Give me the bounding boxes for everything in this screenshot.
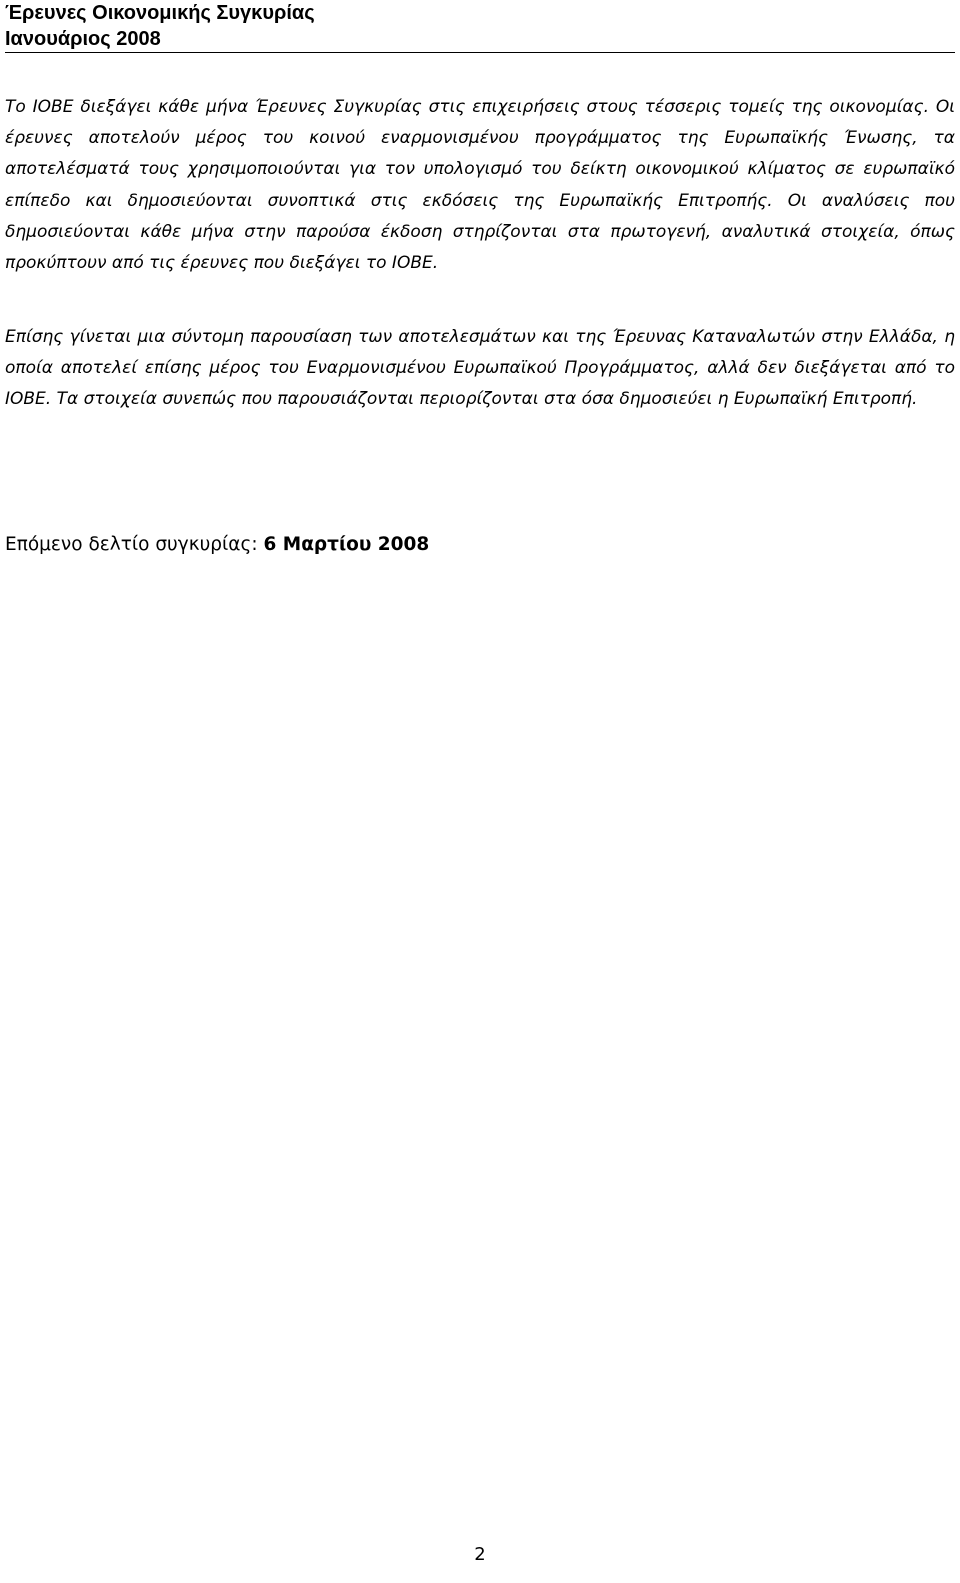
next-bulletin-date: 6 Μαρτίου 2008 — [263, 534, 430, 555]
next-bulletin-line — [5, 530, 429, 560]
intro-paragraph: Το ΙΟΒΕ διεξάγει κάθε μήνα Έρευνες Συγκυρίας στις επιχειρήσεις στους τέσσερις τομείς της οικονομίας. Οι έρευνες αποτελούν μέρος του κοινού εναρμονισμένου προγράμματος της Ευρωπαϊκής Ένωσης, τα αποτελέσματά τους χρησιμοποιούνται για τον υπολογισμό του δείκτη οικονομικού κλίματος σε ευρωπαϊκό επίπεδο και δημοσιεύονται συνοπτικά στις εκδόσεις της Ευρωπαϊκής Επιτροπής. Οι αναλύσεις που δημοσιεύονται κάθε μήνα στην παρούσα έκδοση στηρίζονται στα πρωτογενή, αναλυτικά στοιχεία, όπως προκύπτουν από τις έρευνες που διεξάγει το ΙΟΒΕ. — [5, 97, 955, 274]
document-date: Ιανουάριος 2008 — [5, 28, 161, 50]
header-divider — [5, 52, 955, 53]
document-header — [5, 0, 955, 52]
page-number: 2 — [474, 1544, 486, 1565]
document-title: Έρευνες Οικονομικής Συγκυρίας — [5, 2, 315, 24]
consumer-survey-paragraph: Επίσης γίνεται μια σύντομη παρουσίαση των αποτελεσμάτων και της Έρευνας Καταναλωτών στην Ελλάδα, η οποία αποτελεί επίσης μέρος του Εναρμονισμένου Ευρωπαϊκού Προγράμματος, αλλά δεν διεξάγεται από το ΙΟΒΕ. Τα στοιχεία συνεπώς που παρουσιάζονται περιορίζονται στα όσα δημοσιεύει η Ευρωπαϊκή Επιτροπή. — [5, 327, 955, 410]
next-bulletin-label: Επόμενο δελτίο συγκυρίας: — [5, 534, 264, 555]
